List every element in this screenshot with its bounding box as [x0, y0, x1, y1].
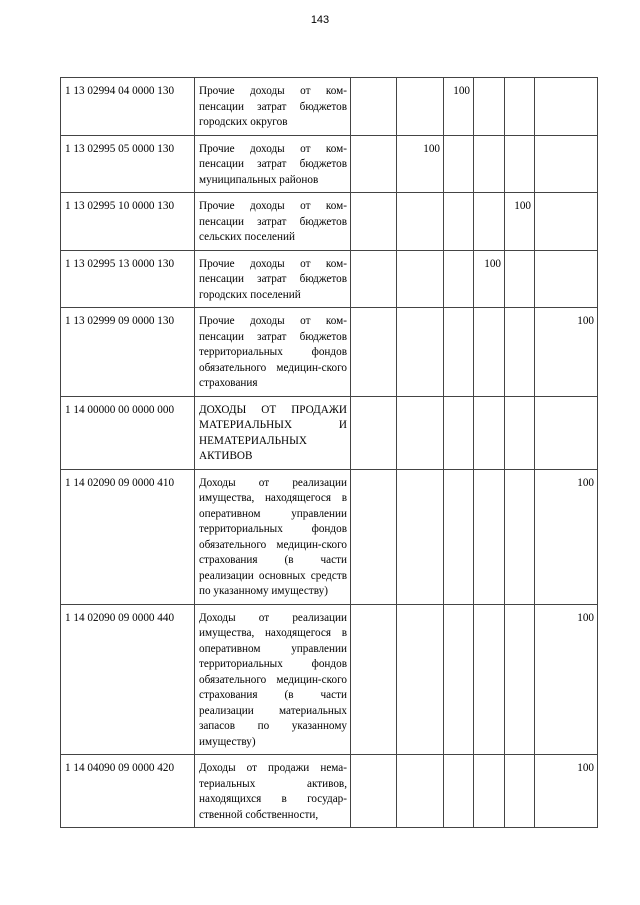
value-cell — [444, 308, 474, 397]
value-cell — [505, 604, 535, 755]
value-cell — [444, 250, 474, 308]
value-cell — [505, 396, 535, 469]
revenue-code: 1 14 04090 09 0000 420 — [61, 755, 195, 828]
value-cell — [474, 469, 505, 604]
revenue-code: 1 14 02090 09 0000 440 — [61, 604, 195, 755]
table-row — [61, 755, 598, 828]
value-cell — [397, 250, 444, 308]
value-cell — [505, 250, 535, 308]
value-cell — [397, 469, 444, 604]
table-row — [61, 135, 598, 193]
value-cell — [535, 250, 598, 308]
value-cell: 100 — [535, 308, 598, 397]
value-cell — [351, 135, 397, 193]
value-cell — [351, 755, 397, 828]
budget-revenue-table — [60, 77, 598, 828]
value-cell — [444, 135, 474, 193]
value-cell: 100 — [474, 250, 505, 308]
value-cell — [444, 396, 474, 469]
value-cell — [444, 755, 474, 828]
value-cell — [474, 193, 505, 251]
revenue-description: Прочие доходы от ком-пенсации затрат бюджетов муниципальных районов — [195, 135, 351, 193]
value-cell — [474, 604, 505, 755]
revenue-description: Прочие доходы от ком-пенсации затрат бюджетов городских округов — [195, 78, 351, 136]
revenue-code: 1 13 02995 05 0000 130 — [61, 135, 195, 193]
value-cell — [397, 308, 444, 397]
value-cell — [351, 396, 397, 469]
table-row — [61, 604, 598, 755]
value-cell — [351, 250, 397, 308]
value-cell — [474, 755, 505, 828]
revenue-description: Прочие доходы от ком-пенсации затрат бюджетов сельских поселений — [195, 193, 351, 251]
value-cell — [505, 78, 535, 136]
revenue-code: 1 14 02090 09 0000 410 — [61, 469, 195, 604]
revenue-description: Доходы от продажи нема-териальных активов, находящихся в государ-ственной собственности, — [195, 755, 351, 828]
revenue-code: 1 13 02995 13 0000 130 — [61, 250, 195, 308]
table-row — [61, 308, 598, 397]
value-cell — [397, 193, 444, 251]
revenue-code: 1 14 00000 00 0000 000 — [61, 396, 195, 469]
value-cell — [351, 78, 397, 136]
revenue-code: 1 13 02999 09 0000 130 — [61, 308, 195, 397]
value-cell — [505, 469, 535, 604]
table-row — [61, 396, 598, 469]
value-cell — [351, 193, 397, 251]
revenue-code: 1 13 02994 04 0000 130 — [61, 78, 195, 136]
value-cell — [505, 135, 535, 193]
table-row — [61, 78, 598, 136]
value-cell: 100 — [535, 755, 598, 828]
value-cell — [474, 135, 505, 193]
value-cell — [351, 469, 397, 604]
revenue-description: ДОХОДЫ ОТ ПРОДАЖИ МАТЕРИАЛЬНЫХ И НЕМАТЕРИАЛЬНЫХ АКТИВОВ — [195, 396, 351, 469]
value-cell — [444, 193, 474, 251]
value-cell: 100 — [535, 469, 598, 604]
value-cell — [535, 135, 598, 193]
value-cell — [444, 469, 474, 604]
value-cell — [535, 396, 598, 469]
value-cell — [444, 604, 474, 755]
value-cell — [474, 308, 505, 397]
value-cell: 100 — [505, 193, 535, 251]
value-cell — [474, 396, 505, 469]
value-cell — [397, 396, 444, 469]
revenue-code: 1 13 02995 10 0000 130 — [61, 193, 195, 251]
revenue-description: Прочие доходы от ком-пенсации затрат бюджетов городских поселений — [195, 250, 351, 308]
value-cell — [505, 755, 535, 828]
revenue-description: Доходы от реализации имущества, находящегося в оперативном управлении территориальных фондов обязательного медицин-ского страхования (в части реализации основных средств по указанному имуществу) — [195, 469, 351, 604]
value-cell — [351, 308, 397, 397]
revenue-description: Доходы от реализации имущества, находящегося в оперативном управлении территориальных фондов обязательного медицин-ского страхования (в части реализации материальных запасов по указанному имуществу) — [195, 604, 351, 755]
value-cell — [535, 78, 598, 136]
value-cell — [505, 308, 535, 397]
value-cell — [474, 78, 505, 136]
value-cell: 100 — [535, 604, 598, 755]
value-cell — [397, 755, 444, 828]
value-cell: 100 — [397, 135, 444, 193]
value-cell — [397, 604, 444, 755]
revenue-description: Прочие доходы от ком-пенсации затрат бюджетов территориальных фондов обязательного медицин-ского страхования — [195, 308, 351, 397]
value-cell — [397, 78, 444, 136]
value-cell: 100 — [444, 78, 474, 136]
table-row — [61, 193, 598, 251]
value-cell — [535, 193, 598, 251]
table-row — [61, 250, 598, 308]
table-row — [61, 469, 598, 604]
page-number: 143 — [310, 14, 330, 26]
value-cell — [351, 604, 397, 755]
